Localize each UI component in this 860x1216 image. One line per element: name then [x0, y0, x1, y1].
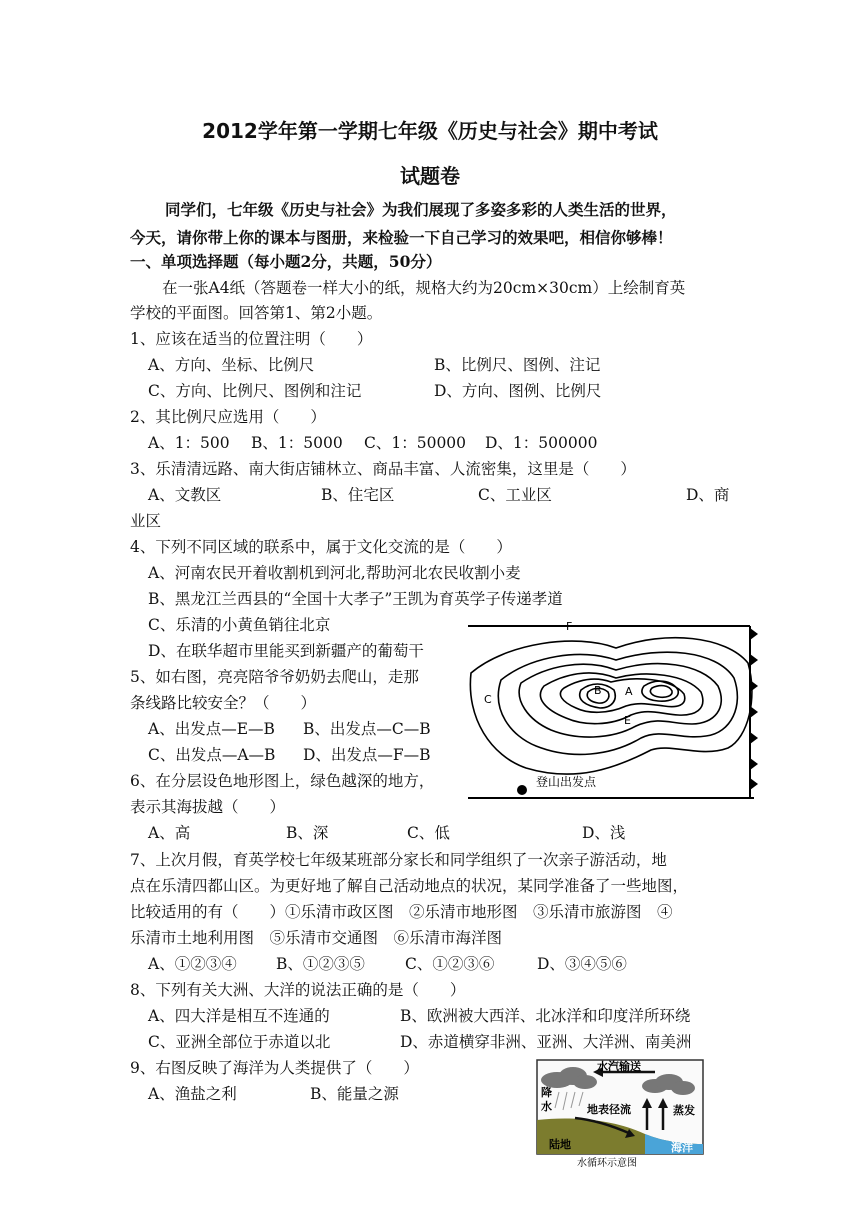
question-stem: 2、其比例尺应选用（ ）: [130, 408, 326, 426]
start-point-marker: [517, 785, 527, 795]
label-f: F: [566, 620, 573, 633]
option-d: D、③④⑤⑥: [537, 955, 627, 973]
option-b: B、①②③⑤: [276, 955, 365, 973]
option-a: A、1：500: [148, 434, 230, 452]
option-d: D、方向、图例、比例尺: [434, 382, 602, 400]
option-a: A、文教区: [148, 486, 222, 504]
option-b: B、出发点—C—B: [303, 720, 431, 738]
label-b: B: [594, 684, 602, 697]
intro-line: 同学们，七年级《历史与社会》为我们展现了多姿多彩的人类生活的世界，: [165, 200, 677, 219]
option-c: C、1：50000: [364, 434, 467, 452]
option-c: C、工业区: [478, 486, 552, 504]
option-a: A、渔盐之利: [148, 1085, 237, 1103]
label-land: 陆地: [549, 1138, 571, 1151]
label-rain: 降: [541, 1086, 552, 1099]
option-d: D、赤道横穿非洲、亚洲、大洋洲、南美洲: [400, 1033, 692, 1051]
option-d: D、商: [686, 486, 730, 504]
question-stem: 4、下列不同区域的联系中，属于文化交流的是（ ）: [130, 538, 512, 556]
water-cycle-diagram: [535, 1058, 710, 1170]
label-rain: 水: [541, 1100, 552, 1113]
label-ocean: 海洋: [671, 1141, 693, 1154]
question-stem: 条线路比较安全？（ ）: [130, 694, 317, 712]
option-c: C、方向、比例尺、图例和注记: [148, 382, 362, 400]
start-label: 登山出发点: [536, 775, 597, 789]
exam-title: 2012学年第一学期七年级《历史与社会》期中考试: [202, 119, 658, 143]
option-d: D、在联华超市里能买到新疆产的葡萄干: [148, 642, 424, 660]
preamble-line: 在一张A4纸（答题卷一样大小的纸，规格大约为20cm×30cm）上绘制育英: [162, 279, 686, 297]
option-c: C、①②③⑥: [405, 955, 495, 973]
option-b: B、深: [286, 824, 329, 842]
option-d: D、1：500000: [485, 434, 598, 452]
question-stem: 1、应该在适当的位置注明（ ）: [130, 330, 373, 348]
option-c: C、乐清的小黄鱼销往北京: [148, 616, 331, 634]
option-a: A、①②③④: [148, 955, 237, 973]
option-c: C、亚洲全部位于赤道以北: [148, 1033, 331, 1051]
option-a: A、河南农民开着收割机到河北,帮助河北农民收割小麦: [148, 564, 521, 582]
question-stem: 比较适用的有（ ）①乐清市政区图 ②乐清市地形图 ③乐清市旅游图 ④: [130, 903, 673, 921]
question-stem: 9、右图反映了海洋为人类提供了（ ）: [130, 1059, 419, 1077]
label-vapor: 水汽输送: [597, 1060, 641, 1073]
label-runoff: 地表径流: [587, 1103, 631, 1116]
label-c: C: [484, 693, 492, 706]
option-c: C、低: [407, 824, 450, 842]
question-stem: 点在乐清四都山区。为更好地了解自己活动地点的状况，某同学准备了一些地图，: [130, 877, 689, 895]
exam-subtitle: 试题卷: [400, 164, 460, 188]
option-a: A、出发点—E—B: [148, 720, 275, 738]
preamble-line: 学校的平面图。回答第1、第2小题。: [130, 304, 383, 322]
option-b: B、比例尺、图例、注记: [434, 356, 601, 374]
option-b: B、1：5000: [251, 434, 343, 452]
option-b: B、能量之源: [310, 1085, 399, 1103]
question-stem: 7、上次月假，育英学校七年级某班部分家长和同学组织了一次亲子游活动，地: [130, 851, 667, 869]
option-a: A、高: [148, 824, 191, 842]
option-b: B、住宅区: [321, 486, 395, 504]
question-stem: 3、乐清清远路、南大街店铺林立、商品丰富、人流密集，这里是（ ）: [130, 460, 636, 478]
diagram-caption: 水循环示意图: [577, 1158, 637, 1169]
option-b: B、黑龙江兰西县的“全国十大孝子”王凯为育英学子传递孝道: [148, 590, 563, 608]
intro-line: 今天，请你带上你的课本与图册，来检验一下自己学习的效果吧，相信你够棒！: [130, 228, 673, 247]
question-stem: 8、下列有关大洲、大洋的说法正确的是（ ）: [130, 981, 466, 999]
option-d: D、出发点—F—B: [303, 746, 431, 764]
question-stem: 6、在分层设色地形图上，绿色越深的地方，: [130, 772, 435, 790]
option-d: D、浅: [582, 824, 626, 842]
question-stem: 5、如右图，亮亮陪爷爷奶奶去爬山，走那: [130, 668, 419, 686]
contour-map: [466, 618, 758, 803]
question-stem: 乐清市土地利用图 ⑤乐清市交通图 ⑥乐清市海洋图: [130, 929, 503, 947]
option-b: B、欧洲被大西洋、北冰洋和印度洋所环绕: [400, 1007, 691, 1025]
section-heading: 一、单项选择题（每小题2分，共题，50分）: [130, 252, 442, 271]
question-stem: 表示其海拔越（ ）: [130, 798, 286, 816]
label-e: E: [624, 714, 631, 727]
option-a: A、方向、坐标、比例尺: [148, 356, 315, 374]
option-c: C、出发点—A—B: [148, 746, 276, 764]
option-d-continued: 业区: [130, 512, 162, 530]
label-a: A: [625, 685, 633, 698]
option-a: A、四大洋是相互不连通的: [148, 1007, 330, 1025]
label-evap: 蒸发: [673, 1104, 695, 1117]
